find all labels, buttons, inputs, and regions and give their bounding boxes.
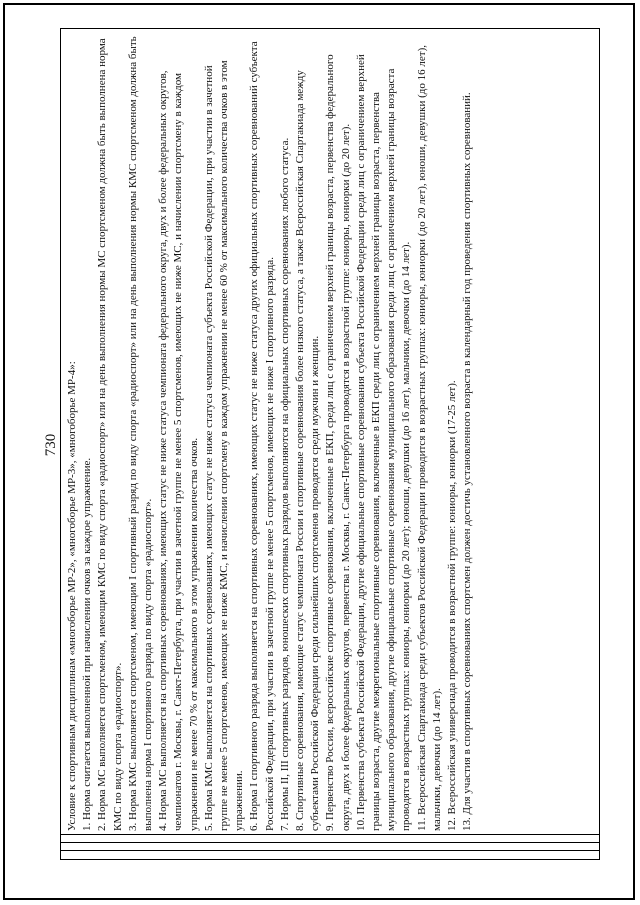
paragraph-1: 1. Норма считается выполненной при начислении очков за каждое упражнение. (81, 457, 94, 831)
paragraph-8: 8. Спортивные соревнования, имеющие статус чемпионата России и спортивные соревнования более низкого статуса, а также Всероссийская Спартакиада между субъектами Российской Федерации среди сильнейших спортсменов проводятся среди мужчин и женщин. (294, 70, 322, 831)
rotated-page (40, 28, 600, 860)
paragraph-12: 12. Всероссийская универсиада проводится в возрастной группе: юниоры, юниорки (17-25 лет). (446, 380, 459, 831)
paragraph-2: 2. Норма МС выполняется спортсменом, имеющим КМС по виду спорта «радиоспорт» или на день выполнения нормы МС спортсменом должна быть выполнена норма КМС по виду спорта «радиоспорт». (96, 38, 124, 831)
page-number: 730 (43, 433, 59, 457)
paragraph-intro: Условие к спортивным дисциплинам «многоборье МР-2», «многоборье МР-3», «многоборье МР-4»: (66, 361, 78, 831)
paragraph-11: 11. Всероссийская Спартакиада среди субъектов Российской Федерации проводится в возрастных группах: юниоры, юниорки (до 20 лет), юноши, девушки (до 16 лет), мальчики, девочки (до 14 лет). (415, 45, 443, 831)
paragraph-13: 13. Для участия в спортивных соревнованиях спортсмен должен достичь установленного возраста в календарный год проведения спортивных соревнований. (461, 92, 474, 831)
column-divider (61, 842, 599, 843)
paragraph-5: 5. Норма КМС выполняется на спортивных соревнованиях, имеющих статус не ниже статуса чемпионата субъекта Российской Федерации, при участии в зачетной группе не менее 5 спортсменов, имеющих не ниже КМС, и начислении спортсмену в каждом упражнении не менее 60 % от максимального количества очков в этом упражнении. (202, 60, 246, 831)
table-frame (60, 28, 600, 860)
paragraph-4: 4. Норма МС выполняется на спортивных соревнованиях, имеющих статус не ниже статуса чемпионата федерального округа, двух и более федеральных округов, чемпионатов г. Москвы, г. Санкт-Петербурга, при участии в зачетной группе не менее 5 спортсменов, имеющих не ниже МС, и начислении спортсмену в каждом упражнении не менее 70 % от максимального в этом упражнении количества очков. (157, 70, 200, 831)
paragraph-3: 3. Норма КМС выполняется спортсменом, имеющим I спортивный разряд по виду спорта «радиоспорт» или на день выполнения нормы КМС спортсменом должна быть выполнена норма I спортивного разряда по виду спорта «радиоспорт». (126, 36, 155, 831)
table-text-cell (61, 29, 599, 835)
paragraph-9: 9. Первенство России, всероссийские спортивные соревнования, включенные в ЕКП, среди лиц с ограничением верхней границы возраста, первенства федерального округа, двух и более федеральных округов, первенства г. Москвы, г. Санкт-Петербурга проводятся в возрастной группе: юниоры, юниорки (до 20 лет). (324, 54, 352, 831)
paragraph-10: 10. Первенства субъекта Российской Федерации, другие официальные спортивные соревнования субъекта Российской Федерации среди лиц с ограничением верхней границы возраста, другие межрегиональные спортивные соревнования, включенные в ЕКП среди лиц с ограничением верхней границы возраста, первенства муниципального образования, другие официальные спортивные соревнования муниципального образования среди лиц с ограничением верхней границы возраста проводятся в возрастных группах: юниоры, юниорки (до 20 лет); юноши, девушки (до 16 лет), мальчики, девочки (до 14 лет). (354, 54, 413, 831)
paragraph-6: 6. Норма I спортивного разряда выполняется на спортивных соревнованиях, имеющих статус не ниже статуса других официальных спортивных соревнований субъекта Российской Федерации, при участии в зачетной группе не менее 5 спортсменов, имеющих не ниже I спортивного разряда. (248, 41, 276, 831)
column-divider (61, 850, 599, 851)
paragraph-7: 7. Нормы II, III спортивных разрядов, юношеских спортивных разрядов выполняются на официальных спортивных соревнованиях любого статуса. (278, 137, 291, 831)
